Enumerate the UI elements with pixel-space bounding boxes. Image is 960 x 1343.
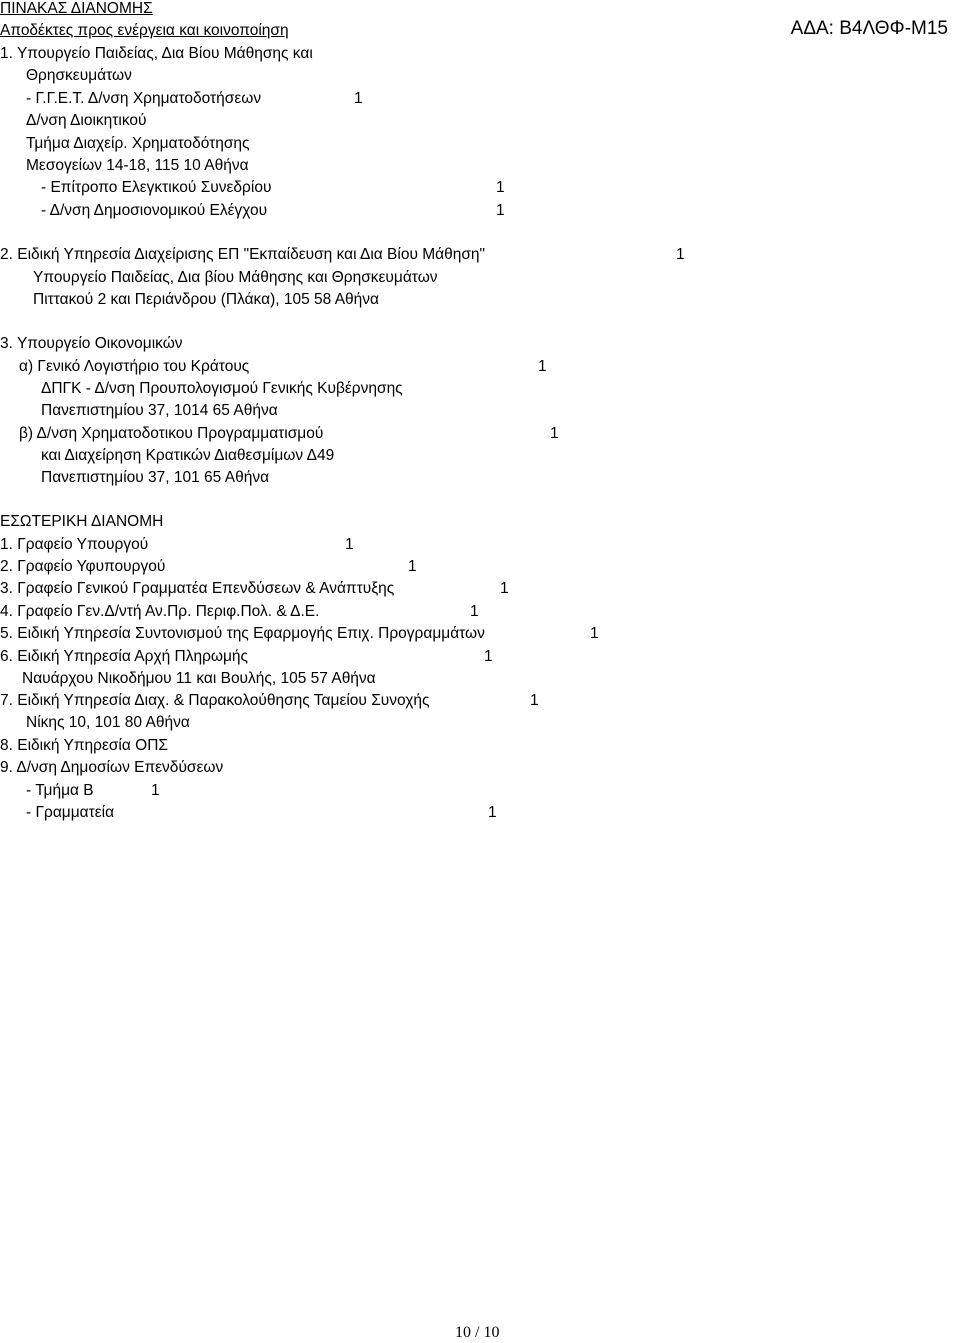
list-item: Θρησκευμάτων bbox=[26, 67, 132, 84]
list-item: Πανεπιστημίου 37, 1014 65 Αθήνα bbox=[41, 402, 278, 419]
list-item: - Δ/νση Δημοσιονομικού Ελέγχου bbox=[41, 202, 268, 219]
list-item: Πανεπιστημίου 37, 101 65 Αθήνα bbox=[41, 469, 270, 486]
list-item: Δ/νση Διοικητικού bbox=[26, 112, 147, 129]
list-item: 9. Δ/νση Δημοσίων Επενδύσεων bbox=[0, 759, 224, 776]
quantity: 1 bbox=[496, 179, 505, 196]
list-item: - Γ.Γ.Ε.Τ. Δ/νση Χρηματοδοτήσεων bbox=[26, 90, 262, 107]
list-item: Υπουργείο Παιδείας, Δια βίου Μάθησης και Θρησκευμάτων bbox=[33, 269, 438, 286]
quantity: 1 bbox=[408, 558, 417, 575]
section-title: ΕΣΩΤΕΡΙΚΗ ΔΙΑΝΟΜΗ bbox=[0, 513, 164, 530]
list-item: 2. Γραφείο Υφυπουργού bbox=[0, 558, 166, 575]
list-item: ΔΠΓΚ - Δ/νση Προυπολογισμού Γενικής Κυβέρνησης bbox=[41, 380, 403, 397]
quantity: 1 bbox=[345, 536, 354, 553]
quantity: 1 bbox=[530, 692, 539, 709]
page-subtitle: Αποδέκτες προς ενέργεια και κοινοποίηση bbox=[0, 22, 289, 39]
quantity: 1 bbox=[500, 580, 509, 597]
list-item: - Γραμματεία bbox=[26, 804, 115, 821]
list-item: β) Δ/νση Χρηματοδοτικου Προγραμματισμού bbox=[19, 425, 324, 442]
page-number: 10 / 10 bbox=[455, 1324, 500, 1341]
quantity: 1 bbox=[488, 804, 497, 821]
list-item: 7. Ειδική Υπηρεσία Διαχ. & Παρακολούθησης Ταμείου Συνοχής bbox=[0, 692, 430, 709]
quantity: 1 bbox=[538, 358, 547, 375]
list-item: 3. Γραφείο Γενικού Γραμματέα Επενδύσεων & Ανάπτυξης bbox=[0, 580, 395, 597]
quantity: 1 bbox=[354, 90, 363, 107]
page-title: ΠΙΝΑΚΑΣ ΔΙΑΝΟΜΗΣ bbox=[0, 0, 153, 17]
list-item: - Επίτροπο Ελεγκτικού Συνεδρίου bbox=[41, 179, 272, 196]
quantity: 1 bbox=[550, 425, 559, 442]
list-item: 8. Ειδική Υπηρεσία ΟΠΣ bbox=[0, 737, 168, 754]
list-item: και Διαχείρηση Κρατικών Διαθεσμίμων Δ49 bbox=[41, 447, 335, 464]
list-item: 2. Ειδική Υπηρεσία Διαχείρισης ΕΠ "Εκπαίδευση και Δια Βίου Μάθηση" bbox=[0, 246, 486, 263]
list-item: 1. Υπουργείο Παιδείας, Δια Βίου Μάθησης και bbox=[0, 45, 313, 62]
list-item: Τμήμα Διαχείρ. Χρηματοδότησης bbox=[26, 135, 250, 152]
list-item: 5. Ειδική Υπηρεσία Συντονισμού της Εφαρμογής Επιχ. Προγραμμάτων bbox=[0, 625, 485, 642]
list-item: α) Γενικό Λογιστήριο του Κράτους bbox=[19, 358, 250, 375]
quantity: 1 bbox=[484, 648, 493, 665]
quantity: 1 bbox=[496, 202, 505, 219]
list-item: 4. Γραφείο Γεν.Δ/ντή Αν.Πρ. Περιφ.Πολ. & Δ.Ε. bbox=[0, 603, 320, 620]
list-item: 3. Υπουργείο Οικονομικών bbox=[0, 335, 183, 352]
list-item: Νίκης 10, 101 80 Αθήνα bbox=[26, 714, 190, 731]
ada-code: ΑΔΑ: Β4ΛΘΦ-Μ15 bbox=[790, 18, 948, 39]
quantity: 1 bbox=[676, 246, 685, 263]
list-item: Πιττακού 2 και Περιάνδρου (Πλάκα), 105 58 Αθήνα bbox=[33, 291, 379, 308]
quantity: 1 bbox=[590, 625, 599, 642]
quantity: 1 bbox=[470, 603, 479, 620]
list-item: Ναυάρχου Νικοδήμου 11 και Βουλής, 105 57 Αθήνα bbox=[22, 670, 376, 687]
list-item: Μεσογείων 14-18, 115 10 Αθήνα bbox=[26, 157, 249, 174]
list-item: 1. Γραφείο Υπουργού bbox=[0, 536, 149, 553]
list-item: - Τμήμα Β bbox=[26, 782, 94, 799]
list-item: 6. Ειδική Υπηρεσία Αρχή Πληρωμής bbox=[0, 648, 249, 665]
quantity: 1 bbox=[151, 782, 160, 799]
